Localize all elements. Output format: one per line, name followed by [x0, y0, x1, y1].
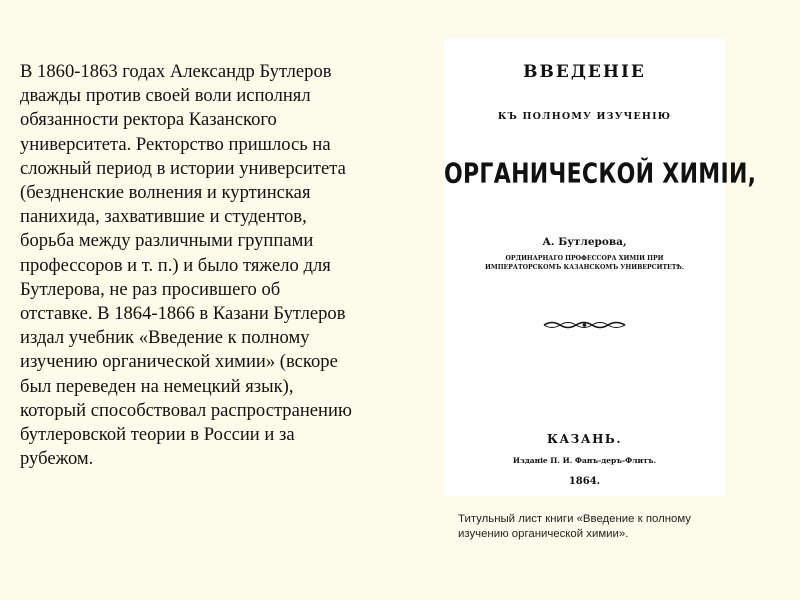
text-line: который способствовал распространению	[20, 399, 352, 421]
text-line: Бутлерова, не раз просившего об	[20, 278, 281, 300]
text-line: профессоров и т. п.) и было тяжело для	[20, 254, 331, 276]
title-page-main-title: ОРГАНИЧЕСКОЙ ХИМІИ,	[444, 158, 757, 191]
title-page-author-description: ОРДИНАРНАГО ПРОФЕССОРА ХИМІИ ПРИ ИМПЕРАТОРСКОМЪ КАЗАНСКОМЪ УНИВЕРСИТЕТѢ.	[485, 255, 684, 271]
text-line: обязанности ректора Казанского	[20, 109, 277, 131]
main-text	[20, 60, 392, 471]
title-page-year: 1864.	[568, 476, 601, 487]
text-line: бутлеровской теории в России и за	[20, 424, 295, 446]
text-line: отставке. В 1864-1866 в Казани Бутлеров	[20, 303, 346, 325]
caption-line: Титульный лист книги «Введение к полному	[458, 513, 692, 525]
text-line: дважды против своей воли исполнял	[20, 85, 311, 107]
text-line: сложный период в истории университета	[20, 157, 346, 179]
image-caption	[458, 512, 758, 542]
ornament-divider-icon	[542, 319, 627, 331]
title-page-subtitle: КЪ ПОЛНОМУ ИЗУЧЕНІЮ	[497, 111, 672, 122]
book-title-page-image	[444, 38, 757, 496]
title-page-title: ВВЕДЕНІЕ	[523, 62, 646, 82]
text-line: (бездненские волнения и куртинская	[20, 182, 311, 204]
text-line: рубежом.	[20, 448, 94, 470]
caption-line: изучению органической химии».	[458, 528, 629, 540]
title-page-city: КАЗАНЬ.	[546, 432, 623, 446]
text-line: университета. Ректорство пришлось на	[20, 133, 331, 155]
text-line: изучению органической химии» (вскоре	[20, 351, 338, 373]
title-page-publisher: Изданіе П. И. Фанъ-деръ-Флитъ.	[512, 456, 657, 465]
text-line: В 1860-1863 годах Александр Бутлеров	[20, 61, 332, 82]
title-page-author: А. Бутлерова,	[542, 236, 627, 248]
text-line: борьба между различными группами	[20, 230, 314, 252]
text-line: панихида, захватившие и студентов,	[20, 206, 307, 228]
text-line: был переведен на немецкий язык),	[20, 375, 294, 397]
text-line: издал учебник «Введение к полному	[20, 327, 310, 349]
